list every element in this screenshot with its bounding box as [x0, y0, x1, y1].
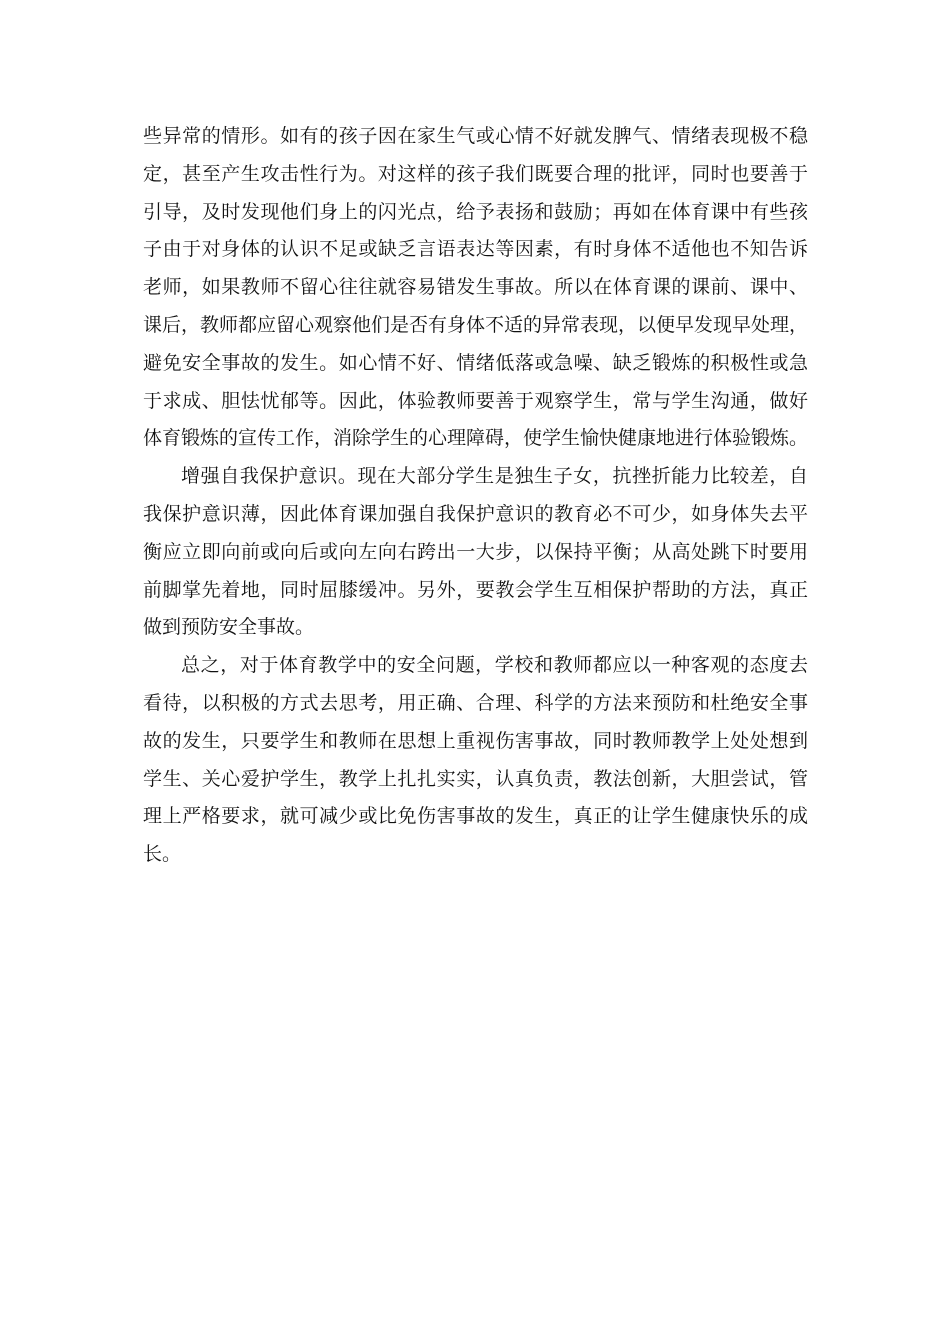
text-line: 老师，如果教师不留心往往就容易错发生事故。所以在体育课的课前、课中、 — [143, 276, 808, 299]
text-line: 课后，教师都应留心观察他们是否有身体不适的异常表现，以便早发现早处理， — [143, 313, 809, 336]
text-line: 做到预防安全事故。 — [143, 616, 315, 639]
text-line: 衡应立即向前或向后或向左向右跨出一大步，以保持平衡；从高处跳下时要用 — [143, 540, 808, 563]
text-line: 避免安全事故的发生。如心情不好、情绪低落或急噪、缺乏锻炼的积极性或急 — [143, 351, 808, 374]
paragraph-2 — [143, 458, 808, 647]
text-line: 增强自我保护意识。现在大部分学生是独生子女，抗挫折能力比较差，自 — [181, 465, 808, 488]
text-line: 子由于对身体的认识不足或缺乏言语表达等因素，有时身体不适他也不知告诉 — [143, 238, 808, 261]
text-line: 看待，以积极的方式去思考，用正确、合理、科学的方法来预防和杜绝安全事 — [143, 691, 808, 714]
document-page — [143, 118, 808, 874]
text-line: 于求成、胆怯忧郁等。因此，体验教师要善于观察学生，常与学生沟通，做好 — [143, 389, 808, 412]
text-line: 定，甚至产生攻击性行为。对这样的孩子我们既要合理的批评，同时也要善于 — [143, 162, 808, 185]
text-line: 前脚掌先着地，同时屈膝缓冲。另外，要教会学生互相保护帮助的方法，真正 — [143, 578, 808, 601]
text-line: 些异常的情形。如有的孩子因在家生气或心情不好就发脾气、情绪表现极不稳 — [143, 125, 808, 147]
paragraph-1 — [143, 118, 808, 458]
text-line: 我保护意识薄，因此体育课加强自我保护意识的教育必不可少，如身体失去平 — [143, 502, 808, 525]
text-line: 体育锻炼的宣传工作，消除学生的心理障碍，使学生愉快健康地进行体验锻炼。 — [143, 427, 809, 450]
text-line: 总之，对于体育教学中的安全问题，学校和教师都应以一种客观的态度去 — [181, 654, 808, 677]
text-line: 引导，及时发现他们身上的闪光点，给予表扬和鼓励；再如在体育课中有些孩 — [143, 200, 808, 223]
text-line: 学生、关心爱护学生，教学上扎扎实实，认真负责，教法创新，大胆尝试，管 — [143, 767, 808, 790]
text-line: 故的发生，只要学生和教师在思想上重视伤害事故，同时教师教学上处处想到 — [143, 729, 808, 752]
text-line: 长。 — [143, 843, 182, 866]
text-line: 理上严格要求，就可减少或比免伤害事故的发生，真正的让学生健康快乐的成 — [143, 805, 808, 828]
paragraph-3 — [143, 647, 808, 874]
